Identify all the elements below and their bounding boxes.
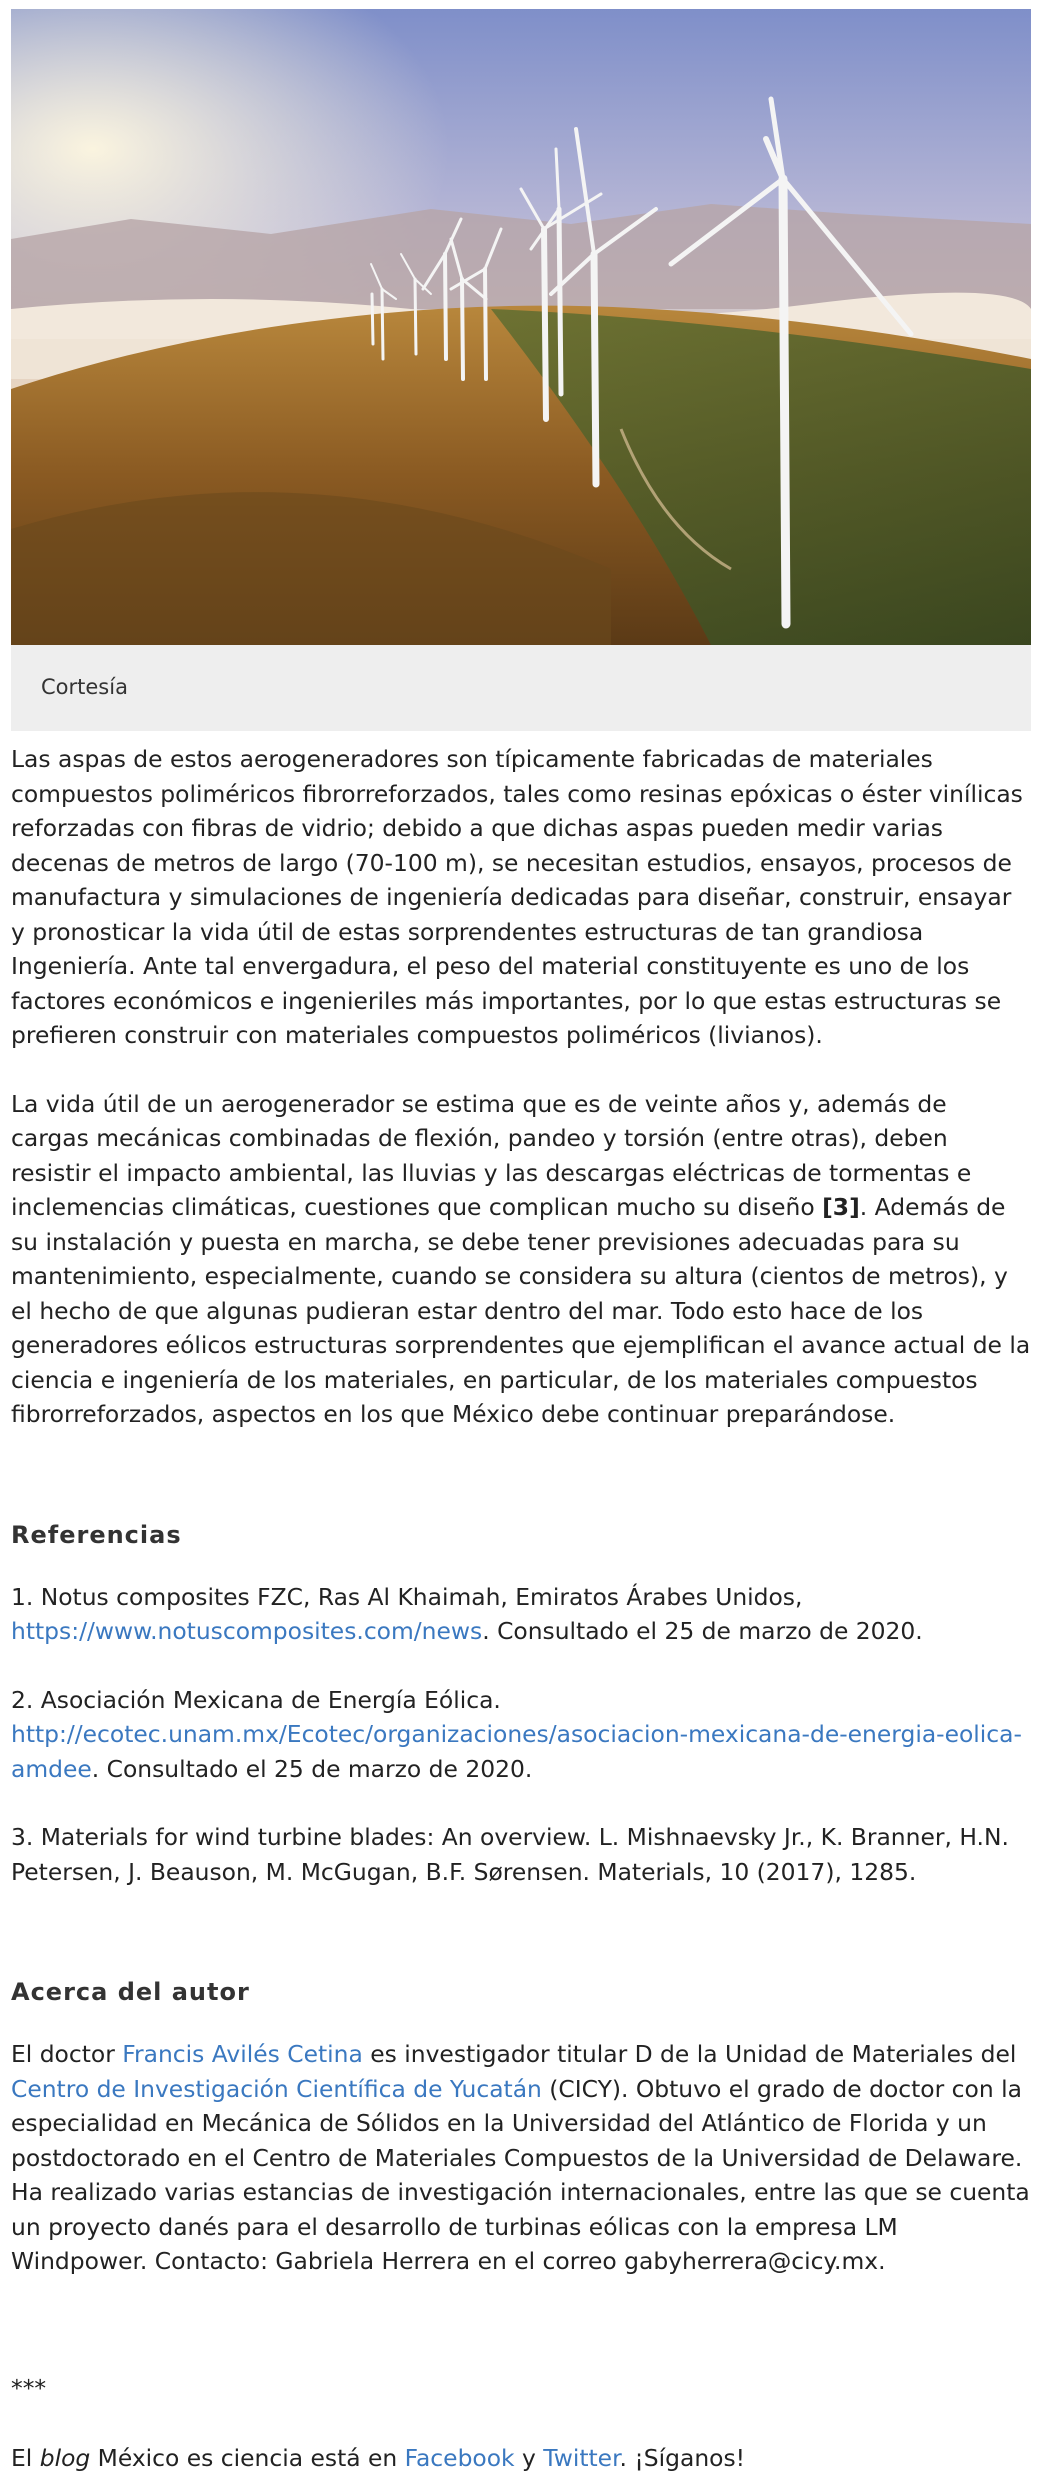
reference-3: 3. Materials for wind turbine blades: An overview. L. Mishnaevsky Jr., K. Branner, H.N. Petersen, J. Beauson, M. McGugan, B.F. Sørensen. Materials, 10 (2017), 1285. bbox=[11, 1823, 1009, 1886]
author-name-link[interactable]: Francis Avilés Cetina bbox=[122, 2040, 363, 2068]
author-bio bbox=[11, 2037, 1031, 2279]
image-caption: Cortesía bbox=[41, 675, 128, 699]
references-heading: Referencias bbox=[11, 1520, 182, 1549]
reference-1-after: . Consultado el 25 de marzo de 2020. bbox=[482, 1617, 923, 1645]
wind-turbines-photo bbox=[11, 9, 1031, 645]
reference-1 bbox=[11, 1580, 1031, 1649]
follow-and: y bbox=[514, 2444, 544, 2472]
hero-image bbox=[11, 9, 1031, 645]
reference-2-link[interactable]: http://ecotec.unam.mx/Ecotec/organizaciones/asociacion-mexicana-de-energia-eolica-amdee bbox=[11, 1720, 1022, 1783]
paragraph-2-text-a: La vida útil de un aerogenerador se estima que es de veinte años y, además de cargas mecánicas combinadas de flexión, pandeo y torsión (entre otras), deben resistir el impacto ambiental, las lluvias y las descargas eléctricas de tormentas e inclemencias climáticas, cuestiones que complican mucho su diseño bbox=[11, 1089, 972, 1221]
follow-mid: México es ciencia está en bbox=[90, 2444, 405, 2472]
image-caption-box bbox=[11, 645, 1031, 731]
facebook-link[interactable]: Facebook bbox=[404, 2444, 515, 2472]
paragraph-2 bbox=[11, 1087, 1031, 1432]
reference-1-link[interactable]: https://www.notuscomposites.com/news bbox=[11, 1617, 483, 1645]
paragraph-2-text-b: . Además de su instalación y puesta en marcha, se debe tener previsiones adecuadas para su mantenimiento, especialmente, cuando se considera su altura (cientos de metros), y el hecho de que algunas pudieran estar dentro del mar. Todo esto hace de los generadores eólicos estructuras sorprendentes que ejemplifican el avance actual de la ciencia e ingeniería de los materiales, en particular, de los materiales compuestos fibrorreforzados, aspectos en los que México debe continuar preparándose. bbox=[11, 1193, 1031, 1428]
follow-before: El bbox=[11, 2444, 40, 2472]
follow-blog: blog bbox=[39, 2444, 91, 2472]
cicy-link[interactable]: Centro de Investigación Científica de Yucatán bbox=[11, 2074, 542, 2103]
twitter-link[interactable]: Twitter bbox=[543, 2444, 620, 2472]
citation-3: [3] bbox=[822, 1193, 860, 1221]
author-intro: El doctor bbox=[11, 2040, 123, 2068]
reference-2-after: . Consultado el 25 de marzo de 2020. bbox=[91, 1754, 533, 1783]
author-rest: (CICY). Obtuvo el grado de doctor con la especialidad en Mecánica de Sólidos en la Universidad del Atlántico de Florida y un postdoctorado en el Centro de Materiales Compuestos de la Universidad de Delaware. Ha realizado varias estancias de investigación internacionales, entre las que se cuenta un proyecto danés para el desarrollo de turbinas eólicas con la empresa LM Windpower. Contacto: Gabriela Herrera en el correo gabyherrera@cicy.mx. bbox=[11, 2074, 1030, 2275]
reference-2 bbox=[11, 1683, 1031, 1787]
reference-2-text: 2. Asociación Mexicana de Energía Eólica. bbox=[11, 1685, 501, 1714]
follow-line bbox=[11, 2441, 1031, 2476]
author-mid: es investigador titular D de la Unidad de Materiales del bbox=[362, 2040, 1017, 2068]
reference-1-text: 1. Notus composites FZC, Ras Al Khaimah, Emiratos Árabes Unidos, bbox=[11, 1582, 803, 1611]
author-heading: Acerca del autor bbox=[11, 1978, 250, 2006]
separator-stars: *** bbox=[11, 2373, 47, 2402]
follow-end: . ¡Síganos! bbox=[619, 2444, 746, 2472]
paragraph-1: Las aspas de estos aerogeneradores son típicamente fabricadas de materiales compuestos poliméricos fibrorreforzados, tales como resinas epóxicas o éster vinílicas reforzadas con fibras de vidrio; debido a que dichas aspas pueden medir varias decenas de metros de largo (70-100 m), se necesitan estudios, ensayos, procesos de manufactura y simulaciones de ingeniería dedicadas para diseñar, construir, ensayar y pronosticar la vida útil de estas sorprendentes estructuras de tan grandiosa Ingeniería. Ante tal envergadura, el peso del material constituyente es uno de los factores económicos e ingenieriles más importantes, por lo que estas estructuras se prefieren construir con materiales compuestos poliméricos (livianos). bbox=[11, 745, 1023, 1049]
article-body bbox=[11, 742, 1031, 2476]
